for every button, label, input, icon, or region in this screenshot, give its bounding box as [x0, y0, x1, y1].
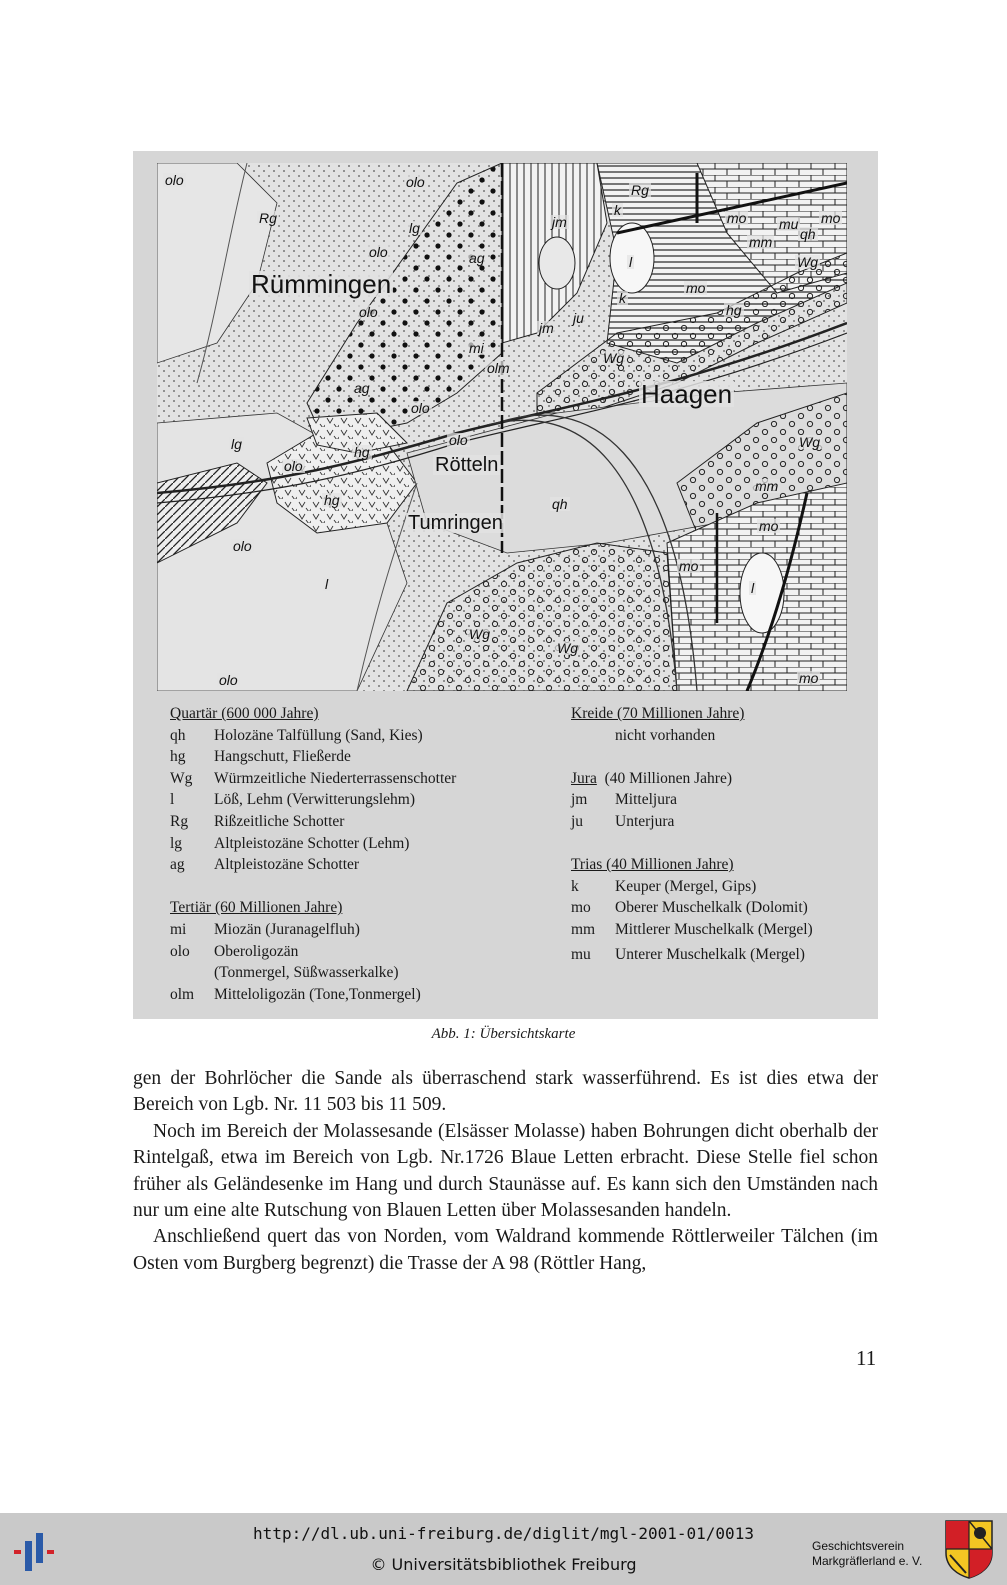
- legend-code: lg: [170, 834, 183, 852]
- society-name-line: Markgräflerland e. V.: [812, 1554, 923, 1568]
- legend-code: [571, 725, 615, 747]
- unit-label: olo: [406, 174, 425, 190]
- geological-map: [157, 163, 847, 691]
- legend-desc: Mitteloligozän (Tone,Tonmergel): [214, 985, 421, 1003]
- legend-code: olm: [170, 985, 195, 1003]
- legend-spacer: [170, 876, 560, 898]
- unit-label: mm: [749, 234, 773, 250]
- legend-spacer: [571, 833, 871, 855]
- legend-code: Wg: [170, 769, 193, 787]
- unit-label: Rg: [259, 210, 277, 226]
- legend-right-column: [571, 703, 871, 965]
- unit-label: lg: [409, 220, 420, 236]
- legend-left-column: [170, 703, 560, 1005]
- unit-label: olo: [233, 538, 252, 554]
- place-label-tumringen: Tumringen: [408, 512, 503, 534]
- paragraph: Noch im Bereich der Molassesande (Elsässer Molasse) haben Bohrungen dicht oberhalb der Rintelgaß, etwa im Bereich von Lgb. Nr.1726 Blaue Letten erbracht. Diese Stelle fiel schon früher als Geländesenke im Hang und durch Staunässe auf. Es kann sich den Umständen nach nur um eine alte Rutschung von Blauen Letten über Molassesanden handeln.: [133, 1120, 878, 1222]
- unit-label: jm: [552, 214, 567, 230]
- unit-label: lg: [231, 436, 242, 452]
- unit-label: olo: [219, 672, 238, 688]
- legend-row: [571, 919, 871, 941]
- unit-label: k: [614, 202, 621, 218]
- legend-desc: Unterer Muschelkalk (Mergel): [615, 945, 805, 963]
- legend-row: [170, 746, 560, 768]
- legend-desc: Altpleistozäne Schotter: [214, 856, 360, 874]
- legend-desc: Mittlerer Muschelkalk (Mergel): [615, 920, 813, 938]
- legend-row: [571, 897, 871, 919]
- unit-label: l: [629, 254, 633, 270]
- legend-row: [571, 789, 871, 811]
- unit-label: ag: [354, 380, 370, 396]
- legend-desc: Oberer Muschelkalk (Dolomit): [615, 899, 808, 917]
- legend-desc: Altpleistozäne Schotter (Lehm): [214, 834, 410, 852]
- paragraph: Anschließend quert das von Norden, vom Waldrand kommende Röttlerweiler Tälchen (im Osten vom Burgberg begrenzt) die Trasse der A 98 (Röttler Hang,: [133, 1226, 878, 1274]
- paragraph: gen der Bohrlöcher die Sande als überraschend stark wasserführend. Es ist dies etwa der Bereich von Lgb. Nr. 11 503 bis 11 509.: [133, 1068, 878, 1116]
- unit-label: qh: [552, 496, 568, 512]
- legend-spacer: [571, 746, 871, 768]
- unit-label: olo: [411, 400, 430, 416]
- legend-desc: Unterjura: [615, 812, 675, 830]
- legend-desc: Mitteljura: [615, 791, 677, 809]
- legend-desc: Oberoligozän: [214, 942, 299, 960]
- legend-row: [571, 944, 871, 966]
- unit-label: mo: [686, 280, 706, 296]
- unit-label: olo: [359, 304, 378, 320]
- place-label-haagen: Haagen: [641, 379, 733, 409]
- legend-heading-trias: Trias (40 Millionen Jahre): [571, 856, 734, 874]
- legend-desc: Keuper (Mergel, Gips): [615, 877, 757, 895]
- unit-label: olo: [165, 172, 184, 188]
- legend-row: [571, 725, 871, 747]
- copyright-notice: © Universitätsbibliothek Freiburg: [370, 1555, 637, 1574]
- legend-code: mo: [571, 899, 591, 917]
- body-text: [133, 1066, 878, 1277]
- unit-label: l: [751, 580, 755, 596]
- unit-label: qh: [800, 226, 816, 242]
- legend-code: mm: [571, 920, 596, 938]
- unit-label: olo: [369, 244, 388, 260]
- document-url-link[interactable]: http://dl.ub.uni-freiburg.de/diglit/mgl-2001-01/0013: [253, 1524, 754, 1543]
- unit-label: k: [619, 290, 626, 306]
- legend-heading-jura-age: (40 Millionen Jahre): [596, 769, 732, 787]
- footer-bar: [0, 1513, 1007, 1585]
- legend-desc: Hangschutt, Fließerde: [214, 748, 351, 766]
- legend-row: [170, 725, 560, 747]
- unit-label: olo: [449, 432, 468, 448]
- legend-code: mi: [170, 920, 187, 938]
- legend-row: [571, 876, 871, 898]
- unit-label: olm: [487, 360, 510, 376]
- legend-row: [571, 811, 871, 833]
- page-number: 11: [856, 1346, 877, 1370]
- figure-caption: Abb. 1: Übersichtskarte: [431, 1026, 576, 1042]
- legend-code: hg: [170, 748, 186, 766]
- unit-label: mo: [679, 558, 699, 574]
- legend-desc: Würmzeitliche Niederterrassenschotter: [214, 769, 457, 787]
- unit-label: Rg: [631, 182, 649, 198]
- legend-heading-quartaer: Quartär (600 000 Jahre): [170, 705, 319, 722]
- legend-desc: (Tonmergel, Süßwasserkalke): [214, 964, 399, 982]
- legend-desc: Löß, Lehm (Verwitterungslehm): [214, 791, 416, 809]
- unit-label: ju: [573, 310, 584, 326]
- legend-desc: Miozän (Juranagelfluh): [214, 920, 360, 938]
- unit-label: Wg: [797, 254, 818, 270]
- coat-of-arms-icon[interactable]: [944, 1519, 994, 1579]
- legend-heading-tertiaer: Tertiär (60 Millionen Jahre): [170, 899, 343, 917]
- unit-label: Wg: [469, 626, 490, 642]
- unit-label: jm: [539, 320, 554, 336]
- legend-desc: Holozäne Talfüllung (Sand, Kies): [214, 726, 423, 744]
- legend-code: olo: [170, 942, 190, 960]
- society-name[interactable]: [812, 1539, 922, 1569]
- legend-row: [170, 984, 560, 1006]
- legend-code: ag: [170, 856, 185, 874]
- legend-heading-kreide: Kreide (70 Millionen Jahre): [571, 705, 745, 722]
- unit-label: mo: [799, 670, 819, 686]
- society-name-line: Geschichtsverein: [812, 1539, 905, 1553]
- unit-label: hg: [354, 444, 370, 460]
- legend-code: mu: [571, 945, 591, 963]
- legend-row: [170, 833, 560, 855]
- legend-row: [170, 962, 560, 984]
- legend-row: [170, 919, 560, 941]
- legend-row: [170, 854, 560, 876]
- unit-label: Wg: [557, 640, 578, 656]
- unit-label: mo: [727, 210, 747, 226]
- unit-label: mo: [821, 210, 841, 226]
- legend-code: l: [170, 791, 175, 809]
- unit-label: ag: [469, 250, 485, 266]
- unit-label: mo: [759, 518, 779, 534]
- unit-label: mi: [469, 340, 484, 356]
- place-label-roetteln: Rötteln: [435, 454, 499, 476]
- legend-row: [170, 941, 560, 963]
- unit-label: mm: [755, 478, 779, 494]
- legend-code: Rg: [170, 812, 189, 830]
- legend-desc: Rißzeitliche Schotter: [214, 812, 345, 830]
- legend-desc: nicht vorhanden: [615, 726, 716, 744]
- legend-code: jm: [571, 791, 588, 809]
- unit-label: olo: [284, 458, 303, 474]
- legend-heading-jura: Jura: [571, 769, 597, 787]
- unit-label: Wg: [603, 350, 624, 366]
- map-figure: [133, 151, 878, 1019]
- legend-row: [170, 768, 560, 790]
- unit-label: l: [325, 576, 329, 592]
- unit-label: hg: [726, 302, 742, 318]
- unit-label: Wg: [799, 434, 820, 450]
- legend-code: [170, 962, 214, 984]
- legend-row: [170, 789, 560, 811]
- unit-label: hg: [324, 492, 340, 508]
- legend-heading-jura-row: [571, 768, 871, 790]
- legend-code: k: [571, 877, 579, 895]
- legend-code: ju: [571, 812, 584, 830]
- unit-label: mu: [779, 216, 799, 232]
- place-label-ruemmingen: Rümmingen: [251, 269, 392, 299]
- map-drawing: [157, 163, 847, 691]
- legend-row: [170, 811, 560, 833]
- legend-code: qh: [170, 726, 186, 744]
